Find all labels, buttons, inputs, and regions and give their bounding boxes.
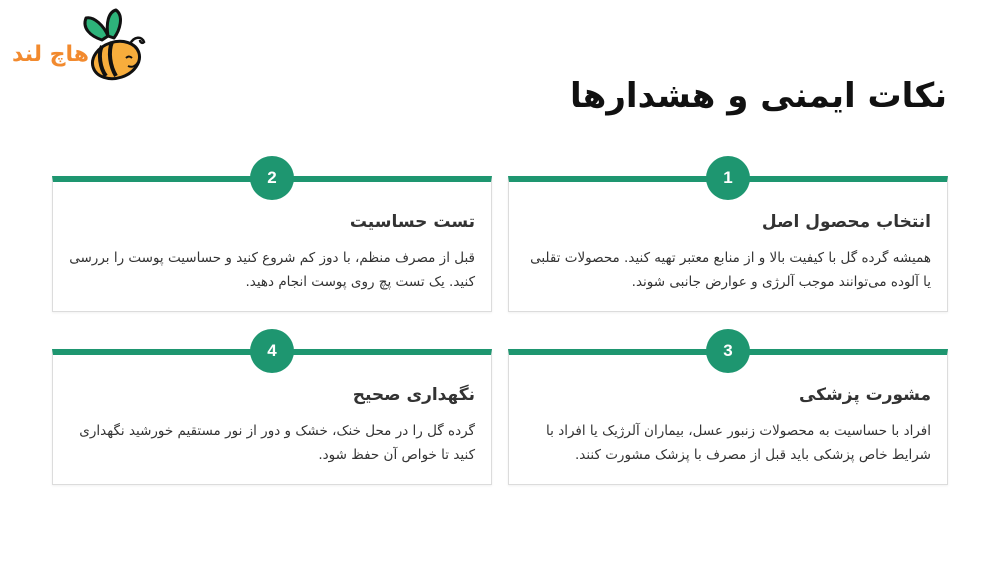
step-number-badge: 3 (706, 329, 750, 373)
step-number-badge: 2 (250, 156, 294, 200)
tip-card-3 (508, 341, 948, 485)
card-text: همیشه گرده گل با کیفیت بالا و از منابع معتبر تهیه کنید. محصولات تقلبی یا آلوده می‌توانند موجب آلرژی و عوارض جانبی شوند. (530, 250, 931, 290)
card-text: قبل از مصرف منظم، با دوز کم شروع کنید و حساسیت پوست را بررسی کنید. یک تست پچ روی پوست انجام دهید. (69, 250, 475, 290)
card-text: گرده گل را در محل خنک، خشک و دور از نور مستقیم خورشید نگهداری کنید تا خواص آن حفظ شود. (79, 423, 475, 463)
card-text: افراد با حساسیت به محصولات زنبور عسل، بیماران آلرژیک یا افراد با شرایط خاص پزشکی باید قبل از مصرف با پزشک مشورت کنند. (546, 423, 931, 463)
step-number-badge: 4 (250, 329, 294, 373)
card-title: تست حساسیت (349, 212, 475, 232)
bee-icon (72, 6, 152, 86)
page-title: نکات ایمنی و هشدارها (570, 76, 947, 116)
card-title: مشورت پزشکی (798, 385, 931, 405)
tip-card-4 (52, 341, 492, 485)
step-number-badge: 1 (706, 156, 750, 200)
card-title: انتخاب محصول اصل (761, 212, 931, 232)
tip-card-1 (508, 168, 948, 312)
logo-text: هاچ لند (12, 42, 89, 67)
tip-card-2 (52, 168, 492, 312)
card-title: نگهداری صحیح (352, 385, 475, 405)
brand-logo (10, 6, 150, 86)
